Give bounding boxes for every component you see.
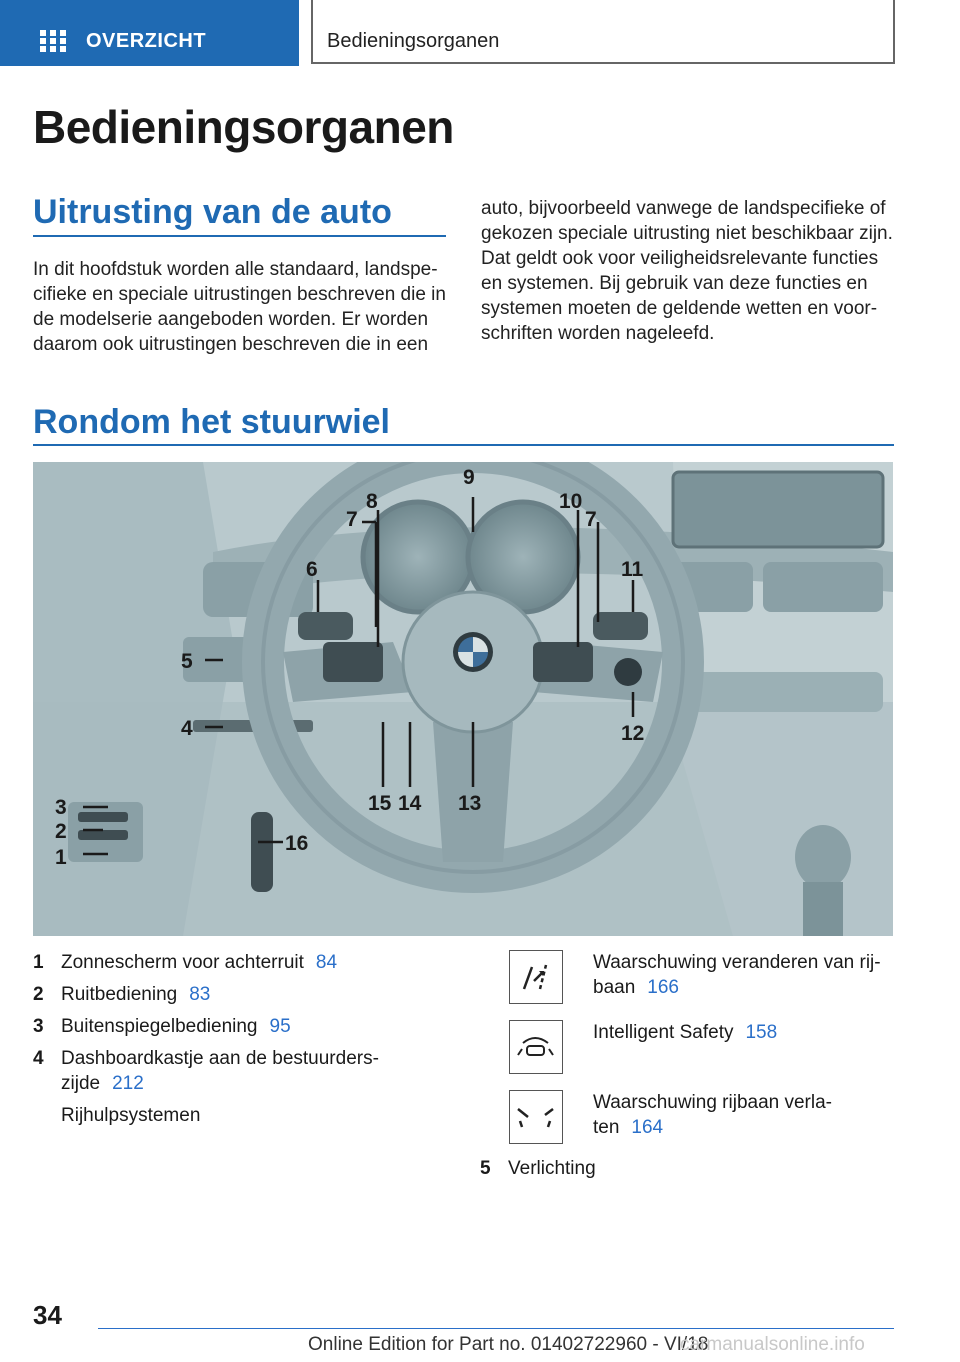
tab-overzicht-label: OVERZICHT <box>86 30 207 52</box>
legend-text: Dashboardkastje aan de bestuurders- <box>61 1048 379 1069</box>
legend-number: 2 <box>33 984 44 1005</box>
page-link[interactable]: 158 <box>745 1022 778 1043</box>
legend-item <box>33 950 473 975</box>
legend-text: Verlichting <box>508 1158 596 1179</box>
callout-16: 16 <box>285 832 309 855</box>
symbol-row <box>480 950 900 1012</box>
callout-7-left: 7 <box>346 508 358 531</box>
text-line: daarom ook uitrustingen beschreven die in een <box>33 334 429 355</box>
text-line: de modelserie aangeboden worden. Er worden <box>33 309 429 330</box>
grid-menu-icon <box>40 30 66 52</box>
legend-number: 3 <box>33 1016 44 1037</box>
legend-left <box>33 950 473 1135</box>
page-link[interactable]: 95 <box>269 1016 291 1037</box>
page-link[interactable]: 164 <box>631 1117 664 1138</box>
callout-8: 8 <box>366 490 378 513</box>
legend-number: 5 <box>480 1158 491 1179</box>
callout-5: 5 <box>181 650 193 673</box>
breadcrumb[interactable] <box>311 0 895 64</box>
section-rule <box>33 444 894 446</box>
legend-text: Buitenspiegelbediening <box>61 1016 258 1037</box>
callout-12: 12 <box>621 722 645 745</box>
legend-text: Zonnescherm voor achterruit <box>61 952 304 973</box>
text-line: cifieke en speciale uitrustingen beschreven die in <box>33 284 446 305</box>
section-heading-stuurwiel: Rondom het stuurwiel <box>33 403 390 441</box>
text-line: en systemen. Bij gebruik van deze functies en <box>481 273 868 294</box>
section-rule <box>33 235 446 237</box>
callout-7-right: 7 <box>585 508 597 531</box>
legend-number: 4 <box>33 1048 44 1069</box>
legend-number: 1 <box>33 952 44 973</box>
footer-watermark: carmanualsonline.info <box>680 1334 865 1355</box>
symbol-text <box>593 1020 893 1045</box>
symbol-row <box>480 1090 900 1152</box>
legend-item <box>33 982 473 1007</box>
page-link[interactable]: 84 <box>315 952 338 973</box>
intelligent-safety-icon <box>509 1020 563 1074</box>
callout-2: 2 <box>55 820 67 843</box>
symbol-text-line: baan <box>593 977 636 998</box>
footer-rule <box>98 1328 894 1329</box>
legend-item <box>480 1156 900 1181</box>
text-line: gekozen speciale uitrusting niet beschikbaar zijn. <box>481 223 893 244</box>
symbol-text-line: Intelligent Safety <box>593 1022 734 1043</box>
callout-9: 9 <box>463 466 475 489</box>
intro-paragraph-col2 <box>481 196 901 346</box>
breadcrumb-label: Bedieningsorganen <box>327 30 500 52</box>
text-line: schriften worden nageleefd. <box>481 323 715 344</box>
symbol-text-line: ten <box>593 1117 620 1138</box>
callout-14: 14 <box>398 792 422 815</box>
text-line: systemen moeten de geldende wetten en voor- <box>481 298 878 319</box>
legend-text: zijde <box>61 1073 101 1094</box>
symbol-text <box>593 1090 893 1140</box>
callout-6: 6 <box>306 558 318 581</box>
callout-10: 10 <box>559 490 583 513</box>
legend-subheading-text: Rijhulpsystemen <box>61 1105 201 1126</box>
intro-paragraph-col1 <box>33 257 453 357</box>
page-link[interactable]: 83 <box>189 984 211 1005</box>
symbol-text-line: Waarschuwing veranderen van rij- <box>593 952 881 973</box>
symbol-row <box>480 1020 900 1082</box>
symbol-text-line: Waarschuwing rijbaan verla- <box>593 1092 833 1113</box>
page-title: Bedieningsorganen <box>33 101 454 153</box>
legend-item <box>33 1046 473 1096</box>
lane-departure-warning-icon <box>509 1090 563 1144</box>
text-line: Dat geldt ook voor veiligheidsrelevante functies <box>481 248 879 269</box>
symbol-text <box>593 950 893 1000</box>
top-navigation <box>0 0 960 66</box>
callout-13: 13 <box>458 792 482 815</box>
callout-4: 4 <box>181 717 193 740</box>
text-line: In dit hoofdstuk worden alle standaard, landspe- <box>33 259 438 280</box>
text-line: auto, bijvoorbeeld vanwege de landspecifieke of <box>481 198 886 219</box>
legend-item <box>33 1014 473 1039</box>
page-link[interactable]: 212 <box>112 1073 144 1094</box>
cockpit-illustration <box>33 462 893 936</box>
legend-subheading <box>33 1103 473 1128</box>
legend-right <box>480 950 900 1188</box>
page-number: 34 <box>33 1300 62 1330</box>
callout-11: 11 <box>621 558 644 581</box>
tab-overzicht[interactable] <box>0 0 299 66</box>
section-heading-uitrusting: Uitrusting van de auto <box>33 193 392 231</box>
legend-text: Ruitbediening <box>61 984 178 1005</box>
lane-change-warning-icon <box>509 950 563 1004</box>
footer-edition: Online Edition for Part no. 01402722960 - VI/18 <box>308 1334 709 1355</box>
callout-layer <box>33 462 893 936</box>
callout-3: 3 <box>55 796 67 819</box>
page-link[interactable]: 166 <box>647 977 679 998</box>
callout-15: 15 <box>368 792 392 815</box>
callout-1: 1 <box>55 846 67 869</box>
